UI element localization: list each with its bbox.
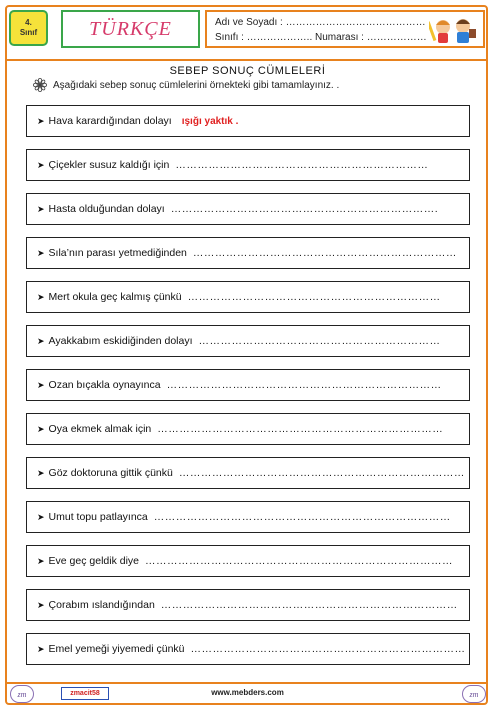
sentence-row-1[interactable]: [26, 105, 470, 137]
zm-logo-left: zm: [10, 685, 34, 703]
answer-dots[interactable]: ……………………………………………………………….: [170, 203, 439, 215]
zm-logo-right: zm: [462, 685, 486, 703]
sentence-text: Hasta olduğundan dolayı: [48, 203, 165, 215]
children-illustration-icon: [429, 15, 477, 45]
name-field[interactable]: Adı ve Soyadı : ……………………………………: [215, 17, 426, 28]
worksheet-title: SEBEP SONUÇ CÜMLELERİ: [169, 65, 326, 77]
answer-dots[interactable]: ……………………………………………………………: [175, 159, 429, 171]
sentence-text: Sıla’nın parası yetmediğinden: [48, 247, 187, 259]
sentence-row-7[interactable]: [26, 369, 470, 401]
answer-dots[interactable]: ………………………………………………………………………: [153, 511, 451, 523]
arrow-icon: ➤: [37, 335, 45, 346]
answer-dots[interactable]: …………………………………………………………………: [190, 643, 466, 655]
arrow-icon: ➤: [37, 511, 45, 522]
answer-dots[interactable]: ………………………………………………………………: [192, 247, 457, 259]
answer-dots[interactable]: …………………………………………………………………: [166, 379, 442, 391]
arrow-icon: ➤: [37, 599, 45, 610]
instruction-text: Aşağıdaki sebep sonuç cümlelerini örnekteki gibi tamamlayınız. .: [53, 79, 340, 91]
sentence-row-4[interactable]: [26, 237, 470, 269]
student-info-box: [205, 10, 485, 48]
arrow-icon: ➤: [37, 423, 45, 434]
sentence-row-8[interactable]: [26, 413, 470, 445]
sentence-row-9[interactable]: [26, 457, 470, 489]
sentence-text: Göz doktoruna gittik çünkü: [48, 467, 173, 479]
arrow-icon: ➤: [37, 247, 45, 258]
sentence-row-3[interactable]: [26, 193, 470, 225]
arrow-icon: ➤: [37, 203, 45, 214]
arrow-icon: ➤: [37, 555, 45, 566]
sentence-text: Ayakkabım eskidiğinden dolayı: [48, 335, 193, 347]
subject-title: TÜRKÇE: [89, 17, 172, 40]
sentence-text: Ozan bıçakla oynayınca: [48, 379, 161, 391]
sentence-text: Eve geç geldik diye: [48, 555, 140, 567]
sentence-text: Mert okula geç kalmış çünkü: [48, 291, 182, 303]
grade-label: Sınıf: [19, 28, 38, 37]
flower-icon: [33, 78, 47, 92]
sentence-text: Emel yemeği yiyemedi çünkü: [48, 643, 185, 655]
subject-title-box: [61, 10, 200, 48]
sentence-row-11[interactable]: [26, 545, 470, 577]
arrow-icon: ➤: [37, 291, 45, 302]
footer-divider: [5, 682, 488, 684]
arrow-icon: ➤: [37, 159, 45, 170]
class-number-field[interactable]: Sınıfı : ……………….. Numarası : ………………: [215, 32, 427, 43]
grade-badge: [9, 10, 48, 46]
sentence-row-12[interactable]: [26, 589, 470, 621]
example-answer: ışığı yaktık .: [181, 115, 239, 127]
sentence-text: Oya ekmek almak için: [48, 423, 152, 435]
answer-dots[interactable]: ……………………………………………………………………: [178, 467, 465, 479]
sentence-row-6[interactable]: [26, 325, 470, 357]
arrow-icon: ➤: [37, 379, 45, 390]
author-tag: zmacit58: [61, 687, 109, 700]
sentence-text: Hava karardığından dolayı: [48, 115, 172, 127]
sentence-text: Çiçekler susuz kaldığı için: [48, 159, 170, 171]
instruction: [33, 78, 339, 92]
sentence-row-10[interactable]: [26, 501, 470, 533]
answer-dots[interactable]: ……………………………………………………………………: [157, 423, 444, 435]
sentence-row-5[interactable]: [26, 281, 470, 313]
answer-dots[interactable]: ……………………………………………………………: [187, 291, 441, 303]
sentence-text: Çorabım ıslandığından: [48, 599, 155, 611]
answer-dots[interactable]: …………………………………………………………………………: [145, 555, 454, 567]
sentence-text: Umut topu patlayınca: [48, 511, 148, 523]
sentence-row-2[interactable]: [26, 149, 470, 181]
arrow-icon: ➤: [37, 115, 45, 126]
arrow-icon: ➤: [37, 467, 45, 478]
arrow-icon: ➤: [37, 643, 45, 654]
website-link[interactable]: www.mebders.com: [211, 688, 284, 697]
header-divider: [5, 59, 488, 61]
answer-dots[interactable]: …………………………………………………………: [198, 335, 441, 347]
grade-number: 4.: [25, 18, 32, 27]
sentence-row-13[interactable]: [26, 633, 470, 665]
answer-dots[interactable]: ………………………………………………………………………: [160, 599, 458, 611]
